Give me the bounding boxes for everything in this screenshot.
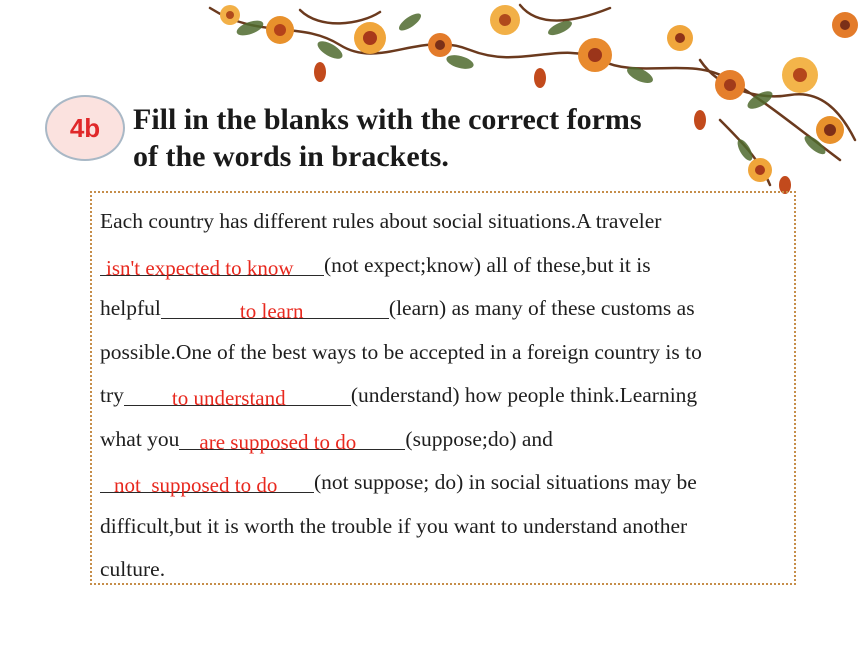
passage	[100, 200, 790, 592]
page-title	[133, 101, 733, 175]
passage-text: possible.One of the best ways to be accepted in a foreign country is to	[100, 339, 702, 364]
answer-blank-5	[100, 467, 314, 497]
passage-line-8	[100, 505, 790, 549]
passage-line-4	[100, 331, 790, 375]
passage-text: (suppose;do) and	[405, 426, 553, 451]
passage-text: Each country has different rules about social situations.A traveler	[100, 209, 662, 233]
passage-line-5	[100, 374, 790, 418]
passage-text: (understand) how people think.Learning	[350, 383, 698, 407]
passage-text: culture.	[100, 557, 166, 581]
passage-text: try	[100, 383, 124, 407]
passage-line-3	[100, 287, 790, 331]
title-line-1: Fill in the blanks with the correct forms	[133, 103, 642, 136]
answer-1: isn't expected to know	[106, 255, 294, 280]
passage-line-7	[100, 461, 790, 505]
answer-4: are supposed to do	[199, 429, 357, 454]
passage-text: what you	[100, 426, 180, 451]
answer-5: not supposed to do	[114, 473, 278, 497]
passage-line-9	[100, 548, 790, 592]
passage-text: (learn) as many of these customs as	[388, 296, 695, 320]
passage-text: (not expect;know) all of these,but it is	[324, 252, 651, 277]
exercise-number: 4b	[69, 112, 101, 143]
answer-3: to understand	[171, 386, 286, 410]
title-line-2: of the words in brackets.	[133, 140, 449, 173]
passage-line-2	[100, 244, 790, 288]
passage-text: difficult,but it is worth the trouble if you want to understand another	[100, 513, 688, 538]
answer-blank-4	[179, 424, 405, 454]
answer-blank-1	[100, 250, 324, 280]
passage-line-6	[100, 418, 790, 462]
answer-blank-3	[124, 380, 351, 410]
answer-2: to learn	[239, 299, 304, 323]
passage-text: helpful	[100, 296, 161, 320]
passage-line-1	[100, 200, 790, 244]
answer-blank-2	[161, 293, 389, 323]
exercise-badge	[45, 95, 125, 161]
passage-text: (not suppose; do) in social situations may be	[314, 470, 697, 494]
